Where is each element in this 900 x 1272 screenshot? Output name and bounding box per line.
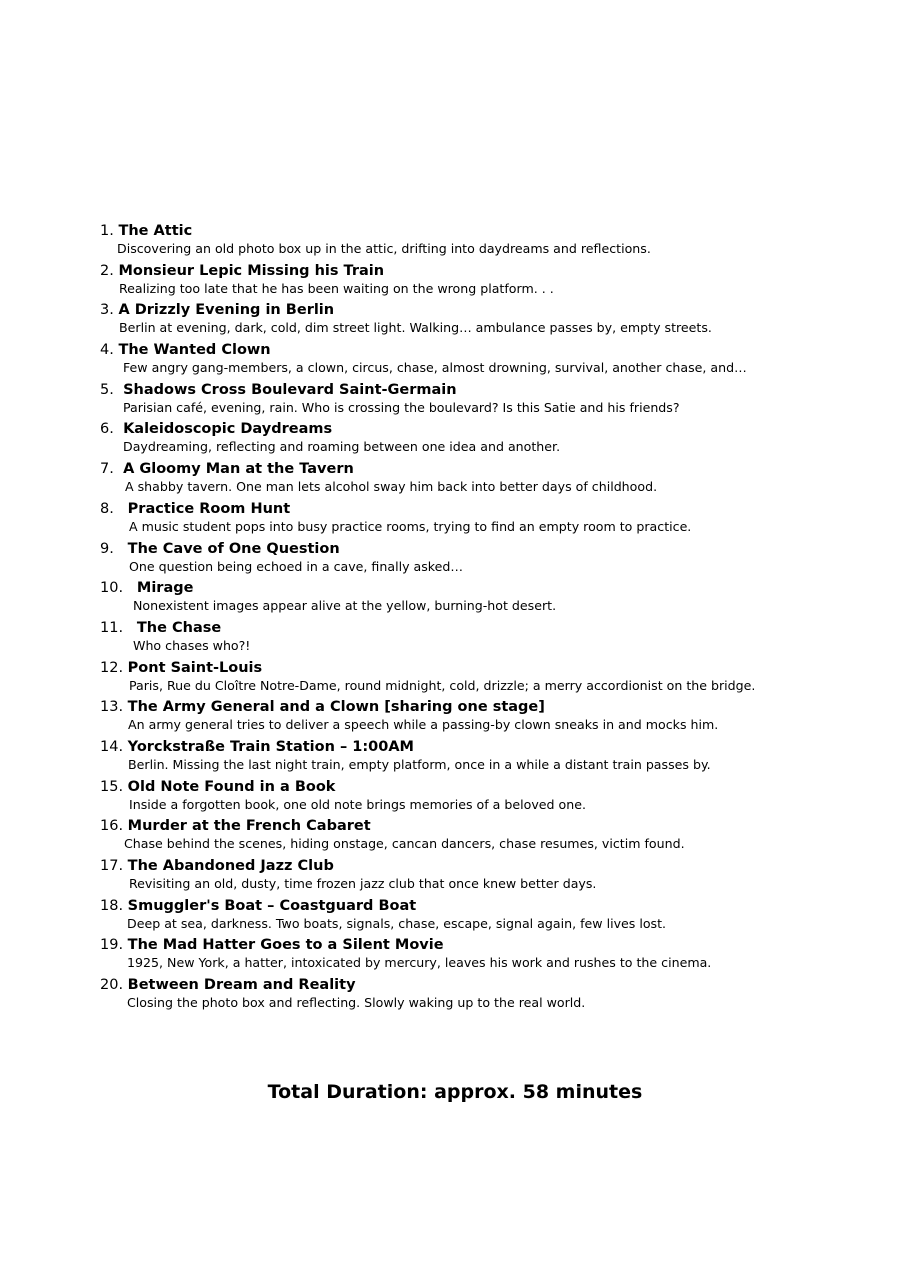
track-number: 6. — [100, 421, 114, 438]
track-title: A Gloomy Man at the Tavern — [123, 461, 354, 478]
track-item — [100, 262, 860, 302]
track-number: 15. — [100, 778, 124, 795]
track-description: Closing the photo box and reflecting. Slowly waking up to the real world. — [127, 995, 586, 1011]
track-description: Revisiting an old, dusty, time frozen jazz club that once knew better days. — [129, 876, 597, 891]
track-number: 18. — [100, 897, 124, 914]
track-title: The Cave of One Question — [127, 540, 340, 557]
track-number: 20. — [100, 977, 124, 994]
track-title: The Abandoned Jazz Club — [127, 858, 334, 874]
track-description: A music student pops into busy practice rooms, trying to find an empty room to practice. — [129, 518, 692, 534]
track-description: Nonexistent images appear alive at the yellow, burning-hot desert. — [133, 598, 557, 614]
track-title: Between Dream and Reality — [127, 977, 356, 994]
track-item — [100, 420, 860, 460]
track-item — [100, 540, 860, 580]
track-title: The Chase — [136, 619, 222, 636]
track-title: Yorckstraße Train Station – 1:00AM — [127, 738, 414, 755]
track-number: 7. — [100, 461, 114, 478]
track-item — [100, 857, 860, 897]
track-item — [100, 698, 860, 738]
track-number: 5. — [100, 381, 114, 398]
track-description: A shabby tavern. One man lets alcohol sway him back into better days of childhood. — [125, 479, 658, 495]
track-description: Berlin at evening, dark, cold, dim street light. Walking… ambulance passes by, empty streets. — [119, 320, 712, 336]
track-item — [100, 460, 860, 500]
track-number: 14. — [100, 738, 124, 755]
track-number: 9. — [100, 540, 114, 557]
track-list — [100, 222, 860, 1016]
track-title: The Wanted Clown — [118, 342, 271, 359]
track-item — [100, 738, 860, 778]
track-title: The Attic — [118, 223, 193, 239]
track-title: Smuggler's Boat – Coastguard Boat — [127, 897, 417, 914]
track-number: 4. — [100, 342, 114, 359]
track-item — [100, 579, 860, 619]
track-description: An army general tries to deliver a speech while a passing-by clown sneaks in and mocks him. — [128, 717, 719, 733]
track-item — [100, 341, 860, 381]
track-item — [100, 500, 860, 540]
track-title: Mirage — [136, 580, 194, 597]
track-description: Paris, Rue du Cloître Notre-Dame, round midnight, cold, drizzle; a merry accordionist on the bridge. — [129, 677, 756, 693]
track-item — [100, 976, 860, 1016]
track-item — [100, 778, 860, 818]
track-title: Kaleidoscopic Daydreams — [123, 421, 333, 438]
track-number: 16. — [100, 818, 124, 835]
track-description: Daydreaming, reflecting and roaming between one idea and another. — [123, 439, 561, 455]
track-description: One question being echoed in a cave, finally asked… — [129, 558, 463, 574]
track-number: 11. — [100, 619, 124, 636]
track-description: Parisian café, evening, rain. Who is crossing the boulevard? Is this Satie and his friends? — [123, 399, 680, 415]
track-title: Shadows Cross Boulevard Saint-Germain — [123, 381, 457, 398]
track-description: Discovering an old photo box up in the attic, drifting into daydreams and reflections. — [117, 241, 651, 256]
track-item — [100, 222, 860, 262]
track-number: 12. — [100, 659, 124, 676]
track-item — [100, 381, 860, 421]
track-title: The Mad Hatter Goes to a Silent Movie — [127, 937, 444, 954]
track-number: 19. — [100, 937, 124, 954]
track-number: 17. — [100, 858, 124, 874]
track-item — [100, 817, 860, 857]
track-description: Realizing too late that he has been waiting on the wrong platform. . . — [119, 280, 554, 296]
track-description: Inside a forgotten book, one old note brings memories of a beloved one. — [129, 796, 586, 812]
track-description: Who chases who?! — [133, 637, 251, 653]
track-item — [100, 619, 860, 659]
track-title: Monsieur Lepic Missing his Train — [118, 262, 385, 279]
track-number: 3. — [100, 302, 114, 319]
track-item — [100, 936, 860, 976]
track-number: 2. — [100, 262, 114, 279]
total-duration: Total Duration: approx. 58 minutes — [267, 1081, 643, 1103]
track-number: 10. — [100, 580, 124, 597]
track-item — [100, 301, 860, 341]
track-description: Deep at sea, darkness. Two boats, signals, chase, escape, signal again, few lives lost. — [127, 915, 667, 931]
track-title: The Army General and a Clown [sharing one stage] — [127, 699, 545, 716]
track-title: Practice Room Hunt — [127, 500, 291, 517]
track-title: Murder at the French Cabaret — [127, 818, 371, 835]
track-item — [100, 659, 860, 699]
track-item — [100, 897, 860, 937]
track-description: Chase behind the scenes, hiding onstage, cancan dancers, chase resumes, victim found. — [124, 836, 685, 852]
track-number: 13. — [100, 699, 124, 716]
track-number: 8. — [100, 500, 114, 517]
track-number: 1. — [100, 223, 114, 239]
track-description: 1925, New York, a hatter, intoxicated by mercury, leaves his work and rushes to the cinema. — [127, 955, 712, 971]
track-description: Few angry gang-members, a clown, circus, chase, almost drowning, survival, another chase, and… — [123, 360, 747, 376]
track-title: Old Note Found in a Book — [127, 778, 336, 795]
track-title: Pont Saint-Louis — [127, 659, 263, 676]
track-description: Berlin. Missing the last night train, empty platform, once in a while a distant train passes by. — [128, 756, 711, 772]
track-title: A Drizzly Evening in Berlin — [118, 302, 335, 319]
